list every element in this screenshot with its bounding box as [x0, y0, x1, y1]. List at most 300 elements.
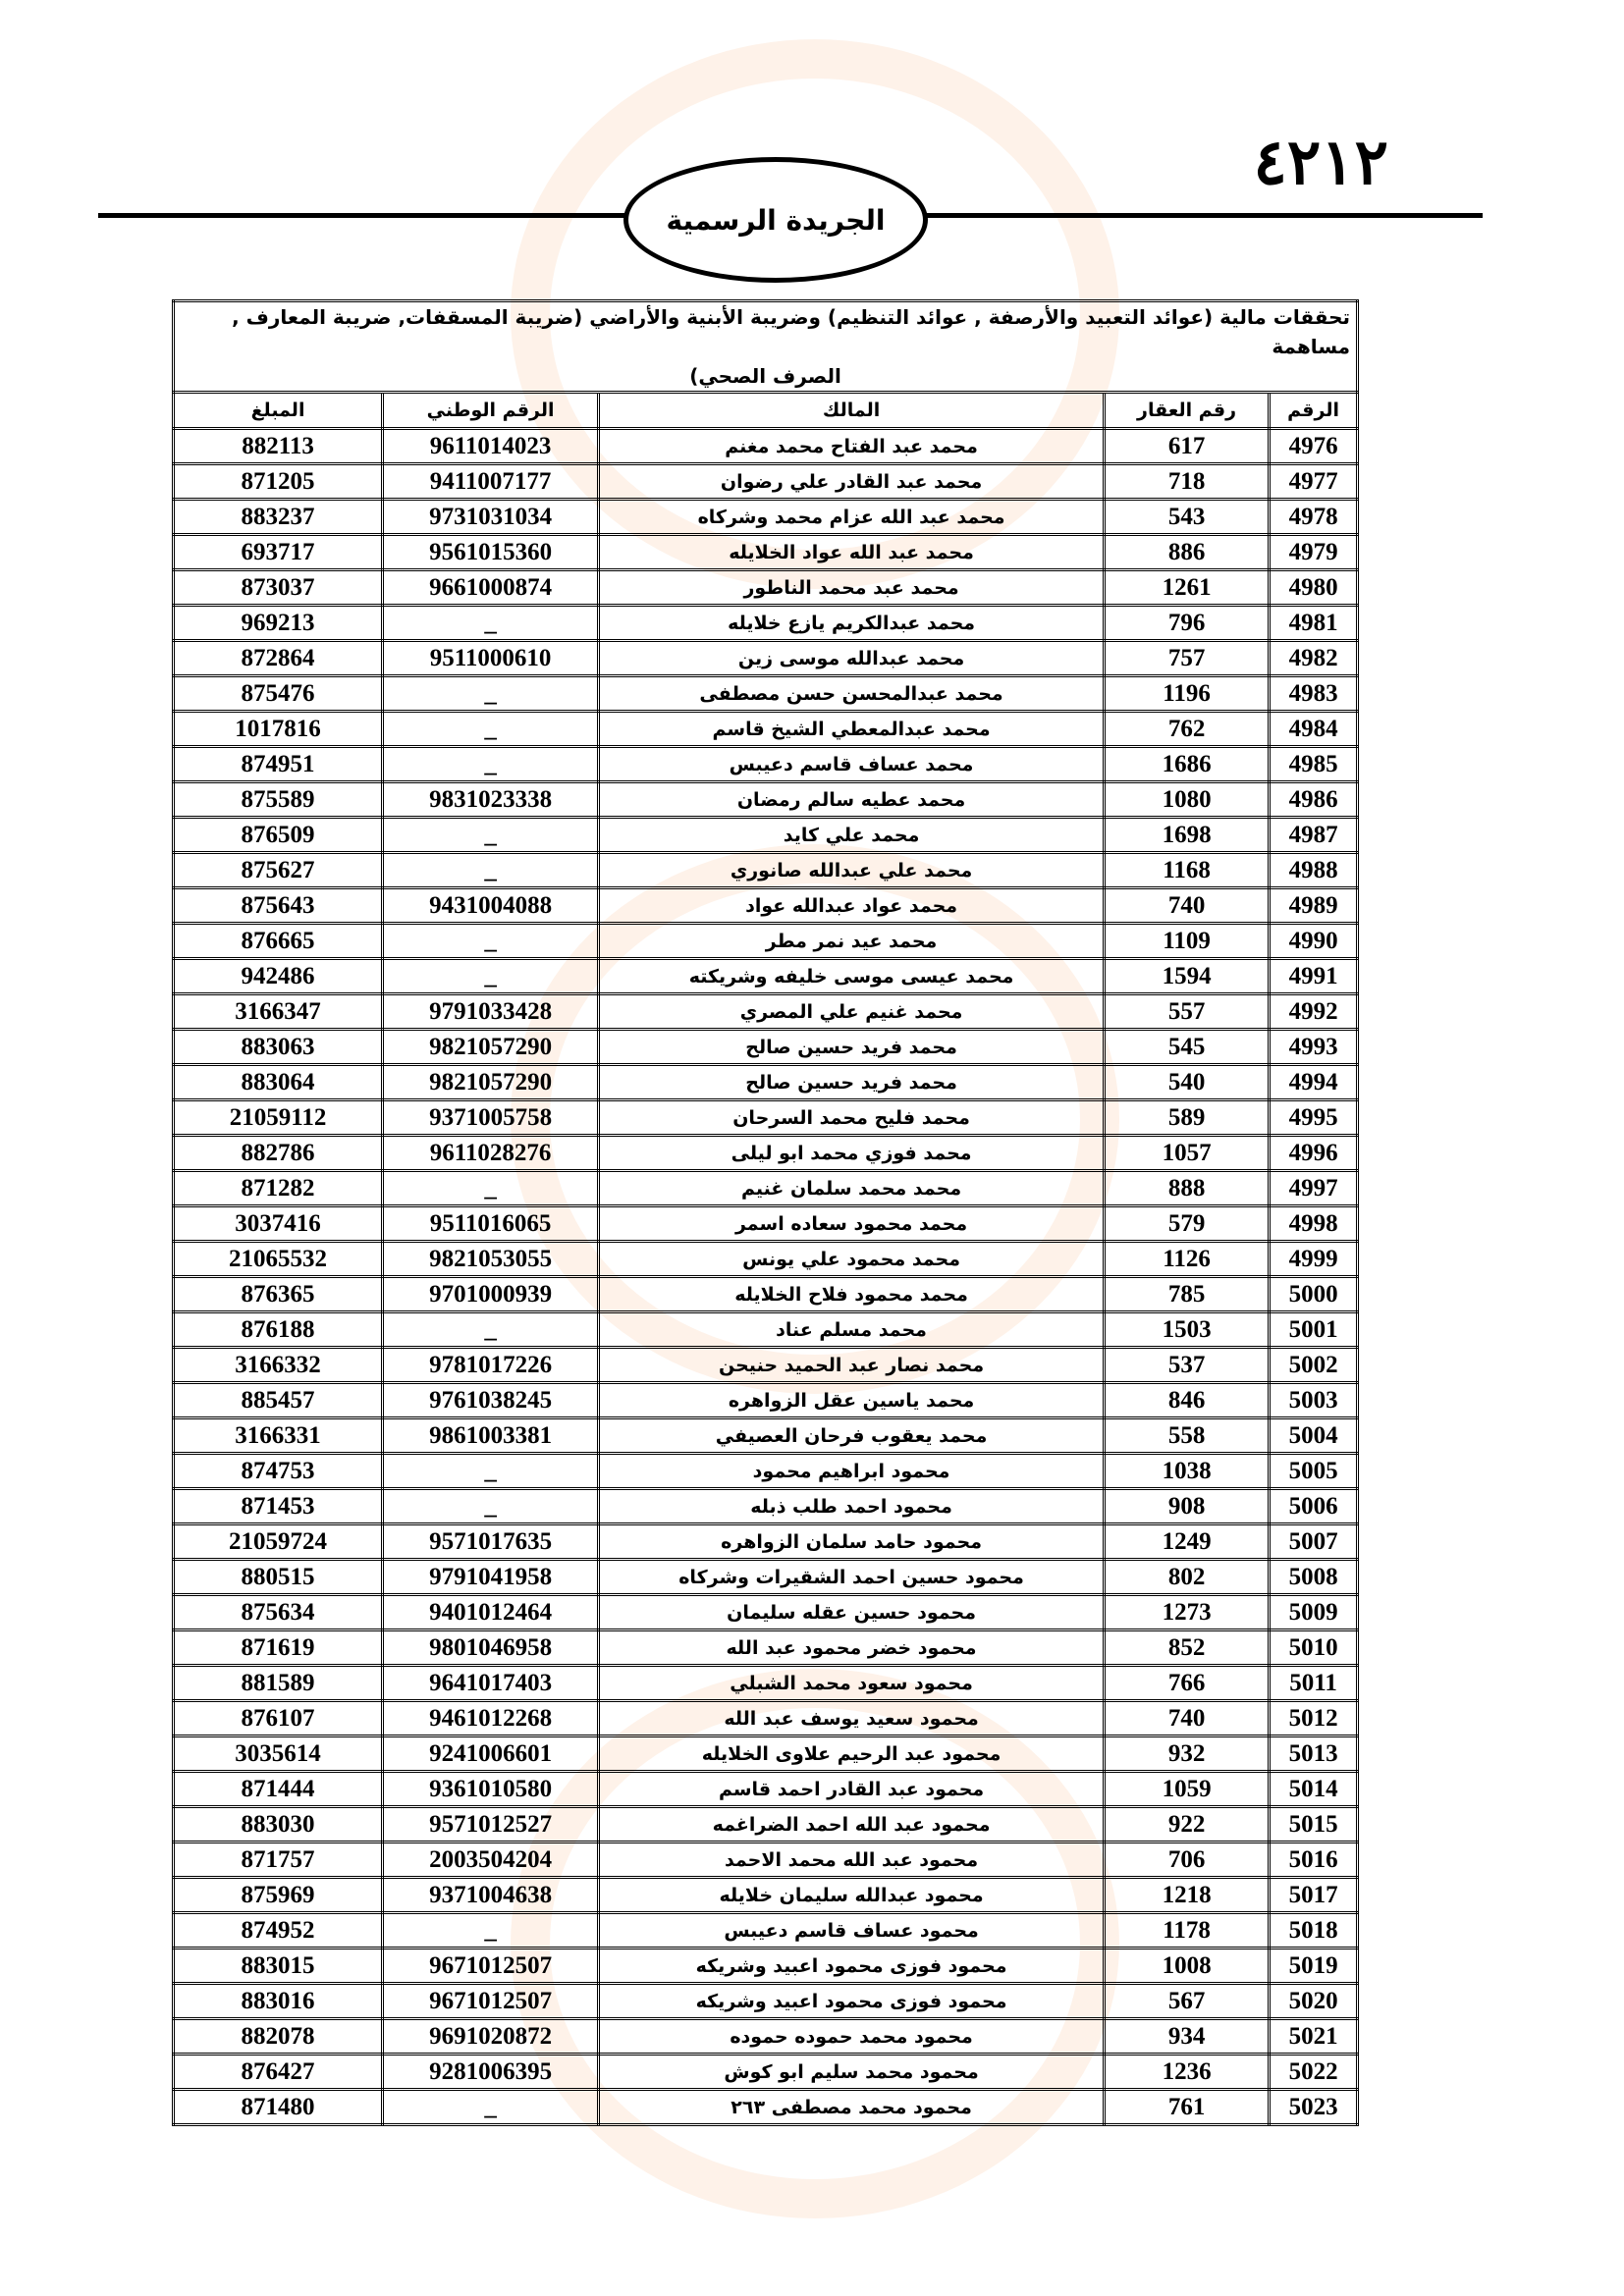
amount: 876365: [174, 1277, 383, 1312]
row-number: 4980: [1270, 570, 1358, 606]
national-id: 9511016065: [383, 1206, 599, 1242]
table-row: [174, 1489, 1358, 1524]
national-id: 9731031034: [383, 500, 599, 535]
owner-name: محمود عساف قاسم دعيبس: [599, 1913, 1105, 1949]
amount: 876188: [174, 1312, 383, 1348]
property-number: 1218: [1105, 1878, 1270, 1913]
property-number: 802: [1105, 1560, 1270, 1595]
row-number: 5017: [1270, 1878, 1358, 1913]
national-id: 9411007177: [383, 464, 599, 500]
property-number: 567: [1105, 1984, 1270, 2019]
national-id: 9781017226: [383, 1348, 599, 1383]
national-id: 9701000939: [383, 1277, 599, 1312]
table-row: [174, 782, 1358, 818]
property-number: 796: [1105, 606, 1270, 641]
row-number: 5010: [1270, 1630, 1358, 1666]
owner-name: محمد محمد سلمان غنيم: [599, 1171, 1105, 1206]
owner-name: محمد علي عبدالله صانوري: [599, 853, 1105, 888]
property-number: 617: [1105, 429, 1270, 464]
table-row: [174, 1242, 1358, 1277]
row-number: 4998: [1270, 1206, 1358, 1242]
national-id: _: [383, 712, 599, 747]
amount: 876509: [174, 818, 383, 853]
row-number: 5007: [1270, 1524, 1358, 1560]
national-id: 9401012464: [383, 1595, 599, 1630]
table-row: [174, 1277, 1358, 1312]
property-number: 846: [1105, 1383, 1270, 1418]
table-row: [174, 1454, 1358, 1489]
row-number: 5016: [1270, 1842, 1358, 1878]
table-row: [174, 994, 1358, 1030]
row-number: 5014: [1270, 1772, 1358, 1807]
national-id: 9571012527: [383, 1807, 599, 1842]
amount: 885457: [174, 1383, 383, 1418]
amount: 883063: [174, 1030, 383, 1065]
amount: 875627: [174, 853, 383, 888]
header-number: الرقم: [1270, 393, 1358, 429]
owner-name: محمد محمود سعاده اسمر: [599, 1206, 1105, 1242]
table-row: [174, 464, 1358, 500]
owner-name: محمود عبد الله محمد الاحمد: [599, 1842, 1105, 1878]
table-title-line1: تحققات مالية (عوائد التعبيد والأرصفة , عوائد التنظيم) وضريبة الأبنية والأراضي (ضريبة المسقفات, ضريبة المعارف , مساهمة: [232, 305, 1351, 358]
national-id: 9821057290: [383, 1065, 599, 1100]
owner-name: محمد عواد عبدالله عواد: [599, 888, 1105, 924]
amount: 21059112: [174, 1100, 383, 1136]
amount: 875969: [174, 1878, 383, 1913]
owner-name: محمود محمد حموده حموده: [599, 2019, 1105, 2055]
national-id: 9611014023: [383, 429, 599, 464]
amount: 1017816: [174, 712, 383, 747]
property-number: 922: [1105, 1807, 1270, 1842]
national-id: 9861003381: [383, 1418, 599, 1454]
owner-name: محمود حسين احمد الشقيرات وشركاه: [599, 1560, 1105, 1595]
row-number: 5000: [1270, 1277, 1358, 1312]
row-number: 5008: [1270, 1560, 1358, 1595]
amount: 883016: [174, 1984, 383, 2019]
property-number: 1126: [1105, 1242, 1270, 1277]
header-property: رقم العقار: [1105, 393, 1270, 429]
owner-name: محمد عبدالمعطي الشيخ قاسم: [599, 712, 1105, 747]
property-number: 1178: [1105, 1913, 1270, 1949]
header-national-id: الرقم الوطني: [383, 393, 599, 429]
national-id: _: [383, 1489, 599, 1524]
table-row: [174, 2019, 1358, 2055]
amount: 875634: [174, 1595, 383, 1630]
property-number: 1168: [1105, 853, 1270, 888]
owner-name: محمد عبدالكريم يازع خلايله: [599, 606, 1105, 641]
national-id: 2003504204: [383, 1842, 599, 1878]
row-number: 4982: [1270, 641, 1358, 676]
owner-name: محمد مسلم عناد: [599, 1312, 1105, 1348]
property-number: 888: [1105, 1171, 1270, 1206]
national-id: _: [383, 676, 599, 712]
property-number: 537: [1105, 1348, 1270, 1383]
table-title-line2: الصرف الصحي): [689, 364, 841, 388]
row-number: 5018: [1270, 1913, 1358, 1949]
property-number: 1038: [1105, 1454, 1270, 1489]
property-number: 1249: [1105, 1524, 1270, 1560]
national-id: 9561015360: [383, 535, 599, 570]
table-title: [174, 301, 1358, 393]
row-number: 4977: [1270, 464, 1358, 500]
owner-name: محمد عيسى موسى خليفه وشريكته: [599, 959, 1105, 994]
row-number: 4988: [1270, 853, 1358, 888]
property-number: 545: [1105, 1030, 1270, 1065]
header-row: [174, 393, 1358, 429]
header-amount: المبلغ: [174, 393, 383, 429]
amount: 882078: [174, 2019, 383, 2055]
table-row: [174, 818, 1358, 853]
owner-name: محمود فوزى محمود اعبيد وشريكه: [599, 1984, 1105, 2019]
owner-name: محمد عبد الله عواد الخلايله: [599, 535, 1105, 570]
table-row: [174, 1949, 1358, 1984]
table-row: [174, 2055, 1358, 2090]
table-row: [174, 641, 1358, 676]
property-number: 558: [1105, 1418, 1270, 1454]
owner-name: محمد عبدالله موسى زين: [599, 641, 1105, 676]
property-number: 543: [1105, 500, 1270, 535]
financial-dues-table: [172, 299, 1359, 2126]
national-id: 9641017403: [383, 1666, 599, 1701]
row-number: 5023: [1270, 2090, 1358, 2125]
table-row: [174, 1595, 1358, 1630]
property-number: 886: [1105, 535, 1270, 570]
table-row: [174, 747, 1358, 782]
national-id: 9661000874: [383, 570, 599, 606]
national-id: 9371005758: [383, 1100, 599, 1136]
row-number: 5003: [1270, 1383, 1358, 1418]
table-row: [174, 853, 1358, 888]
owner-name: محمد نصار عبد الحميد حنيحن: [599, 1348, 1105, 1383]
page-number: ٤٢١٢: [1253, 126, 1388, 199]
national-id: 9761038245: [383, 1383, 599, 1418]
row-number: 4983: [1270, 676, 1358, 712]
owner-name: محمد عبد محمد الناطور: [599, 570, 1105, 606]
amount: 871205: [174, 464, 383, 500]
owner-name: محمد غنيم علي المصري: [599, 994, 1105, 1030]
amount: 883064: [174, 1065, 383, 1100]
amount: 875643: [174, 888, 383, 924]
table-row: [174, 429, 1358, 464]
national-id: 9831023338: [383, 782, 599, 818]
owner-name: محمود سعيد يوسف عبد الله: [599, 1701, 1105, 1736]
national-id: _: [383, 818, 599, 853]
amount: 3035614: [174, 1736, 383, 1772]
amount: 3166331: [174, 1418, 383, 1454]
row-number: 4997: [1270, 1171, 1358, 1206]
table-row: [174, 1913, 1358, 1949]
owner-name: محمود محمد سليم ابو كوش: [599, 2055, 1105, 2090]
amount: 882786: [174, 1136, 383, 1171]
national-id: _: [383, 1171, 599, 1206]
property-number: 1057: [1105, 1136, 1270, 1171]
national-id: _: [383, 747, 599, 782]
table-row: [174, 888, 1358, 924]
table-row: [174, 1312, 1358, 1348]
owner-name: محمد فريد حسين صالح: [599, 1065, 1105, 1100]
table-row: [174, 1701, 1358, 1736]
row-number: 4987: [1270, 818, 1358, 853]
national-id: _: [383, 1454, 599, 1489]
property-number: 1594: [1105, 959, 1270, 994]
amount: 873037: [174, 570, 383, 606]
row-number: 5022: [1270, 2055, 1358, 2090]
national-id: 9371004638: [383, 1878, 599, 1913]
amount: 3037416: [174, 1206, 383, 1242]
row-number: 4992: [1270, 994, 1358, 1030]
row-number: 4989: [1270, 888, 1358, 924]
row-number: 4984: [1270, 712, 1358, 747]
owner-name: محمد عبد الفتاح محمد مغنم: [599, 429, 1105, 464]
header-owner: المالك: [599, 393, 1105, 429]
owner-name: محمد فوزي محمد ابو ليلى: [599, 1136, 1105, 1171]
amount: 871453: [174, 1489, 383, 1524]
amount: 875589: [174, 782, 383, 818]
property-number: 540: [1105, 1065, 1270, 1100]
owner-name: محمود محمد مصطفى ٢٦٣: [599, 2090, 1105, 2125]
amount: 693717: [174, 535, 383, 570]
property-number: 1503: [1105, 1312, 1270, 1348]
table-row: [174, 2090, 1358, 2125]
property-number: 1273: [1105, 1595, 1270, 1630]
national-id: 9791033428: [383, 994, 599, 1030]
property-number: 932: [1105, 1736, 1270, 1772]
row-number: 4991: [1270, 959, 1358, 994]
national-id: 9361010580: [383, 1772, 599, 1807]
row-number: 4996: [1270, 1136, 1358, 1171]
property-number: 740: [1105, 888, 1270, 924]
national-id: 9431004088: [383, 888, 599, 924]
amount: 871757: [174, 1842, 383, 1878]
table-row: [174, 1206, 1358, 1242]
table-row: [174, 959, 1358, 994]
row-number: 4999: [1270, 1242, 1358, 1277]
table-row: [174, 1878, 1358, 1913]
national-id: _: [383, 2090, 599, 2125]
property-number: 757: [1105, 641, 1270, 676]
national-id: 9821053055: [383, 1242, 599, 1277]
row-number: 4978: [1270, 500, 1358, 535]
property-number: 1686: [1105, 747, 1270, 782]
owner-name: محمود عبد الرحيم علاوى الخلايله: [599, 1736, 1105, 1772]
amount: 969213: [174, 606, 383, 641]
national-id: 9791041958: [383, 1560, 599, 1595]
national-id: 9801046958: [383, 1630, 599, 1666]
owner-name: محمد علي كايد: [599, 818, 1105, 853]
row-number: 4976: [1270, 429, 1358, 464]
table-row: [174, 712, 1358, 747]
table-row: [174, 1807, 1358, 1842]
national-id: 9461012268: [383, 1701, 599, 1736]
property-number: 557: [1105, 994, 1270, 1030]
row-number: 5015: [1270, 1807, 1358, 1842]
row-number: 4993: [1270, 1030, 1358, 1065]
property-number: 761: [1105, 2090, 1270, 2125]
row-number: 5020: [1270, 1984, 1358, 2019]
table-row: [174, 1171, 1358, 1206]
property-number: 718: [1105, 464, 1270, 500]
owner-name: محمد عساف قاسم دعيبس: [599, 747, 1105, 782]
amount: 875476: [174, 676, 383, 712]
table-row: [174, 1560, 1358, 1595]
table-row: [174, 924, 1358, 959]
owner-name: محمد محمود علي يونس: [599, 1242, 1105, 1277]
table-row: [174, 1524, 1358, 1560]
owner-name: محمد فليح محمد السرحان: [599, 1100, 1105, 1136]
amount: 874753: [174, 1454, 383, 1489]
owner-name: محمود عبد القادر احمد قاسم: [599, 1772, 1105, 1807]
property-number: 762: [1105, 712, 1270, 747]
table-row: [174, 1136, 1358, 1171]
table-row: [174, 1065, 1358, 1100]
amount: 883030: [174, 1807, 383, 1842]
amount: 871480: [174, 2090, 383, 2125]
table-row: [174, 500, 1358, 535]
owner-name: محمود احمد طلب ذبله: [599, 1489, 1105, 1524]
table-row: [174, 1984, 1358, 2019]
property-number: 766: [1105, 1666, 1270, 1701]
table-row: [174, 1842, 1358, 1878]
row-number: 4979: [1270, 535, 1358, 570]
table-row: [174, 1736, 1358, 1772]
table-row: [174, 1030, 1358, 1065]
owner-name: محمود عبد الله احمد الضراغمه: [599, 1807, 1105, 1842]
table-row: [174, 1666, 1358, 1701]
row-number: 5011: [1270, 1666, 1358, 1701]
amount: 871619: [174, 1630, 383, 1666]
national-id: 9571017635: [383, 1524, 599, 1560]
national-id: 9821057290: [383, 1030, 599, 1065]
national-id: 9671012507: [383, 1984, 599, 2019]
property-number: 1698: [1105, 818, 1270, 853]
row-number: 4995: [1270, 1100, 1358, 1136]
amount: 880515: [174, 1560, 383, 1595]
owner-name: محمود ابراهيم محمود: [599, 1454, 1105, 1489]
table-row: [174, 1383, 1358, 1418]
property-number: 1261: [1105, 570, 1270, 606]
owner-name: محمد عبدالمحسن حسن مصطفى: [599, 676, 1105, 712]
owner-name: محمود حامد سلمان الزواهره: [599, 1524, 1105, 1560]
amount: 881589: [174, 1666, 383, 1701]
masthead-oval: [623, 157, 928, 283]
row-number: 5012: [1270, 1701, 1358, 1736]
masthead-title: الجريدة الرسمية: [666, 203, 886, 237]
national-id: 9241006601: [383, 1736, 599, 1772]
national-id: _: [383, 1913, 599, 1949]
property-number: 740: [1105, 1701, 1270, 1736]
row-number: 4986: [1270, 782, 1358, 818]
table-row: [174, 535, 1358, 570]
row-number: 4985: [1270, 747, 1358, 782]
property-number: 934: [1105, 2019, 1270, 2055]
national-id: 9511000610: [383, 641, 599, 676]
owner-name: محمد يعقوب فرحان العصيفي: [599, 1418, 1105, 1454]
amount: 874951: [174, 747, 383, 782]
row-number: 4981: [1270, 606, 1358, 641]
property-number: 1109: [1105, 924, 1270, 959]
table-row: [174, 1772, 1358, 1807]
row-number: 5013: [1270, 1736, 1358, 1772]
amount: 3166332: [174, 1348, 383, 1383]
row-number: 5006: [1270, 1489, 1358, 1524]
property-number: 852: [1105, 1630, 1270, 1666]
amount: 872864: [174, 641, 383, 676]
table-row: [174, 676, 1358, 712]
row-number: 5002: [1270, 1348, 1358, 1383]
amount: 871282: [174, 1171, 383, 1206]
property-number: 785: [1105, 1277, 1270, 1312]
table-row: [174, 570, 1358, 606]
owner-name: محمود فوزى محمود اعبيد وشريكه: [599, 1949, 1105, 1984]
national-id: _: [383, 606, 599, 641]
row-number: 5009: [1270, 1595, 1358, 1630]
owner-name: محمود سعود محمد الشبلي: [599, 1666, 1105, 1701]
property-number: 1236: [1105, 2055, 1270, 2090]
row-number: 5021: [1270, 2019, 1358, 2055]
owner-name: محمد عبد القادر علي رضوان: [599, 464, 1105, 500]
amount: 882113: [174, 429, 383, 464]
national-id: _: [383, 853, 599, 888]
amount: 21059724: [174, 1524, 383, 1560]
owner-name: محمد محمود فلاح الخلايله: [599, 1277, 1105, 1312]
row-number: 4990: [1270, 924, 1358, 959]
owner-name: محمود خضر محمود عبد الله: [599, 1630, 1105, 1666]
national-id: 9611028276: [383, 1136, 599, 1171]
amount: 883237: [174, 500, 383, 535]
row-number: 5004: [1270, 1418, 1358, 1454]
row-number: 5001: [1270, 1312, 1358, 1348]
amount: 942486: [174, 959, 383, 994]
amount: 883015: [174, 1949, 383, 1984]
owner-name: محمد ياسين عقل الزواهره: [599, 1383, 1105, 1418]
national-id: 9691020872: [383, 2019, 599, 2055]
property-number: 579: [1105, 1206, 1270, 1242]
amount: 876665: [174, 924, 383, 959]
table-row: [174, 606, 1358, 641]
property-number: 706: [1105, 1842, 1270, 1878]
table-row: [174, 1418, 1358, 1454]
amount: 874952: [174, 1913, 383, 1949]
amount: 21065532: [174, 1242, 383, 1277]
amount: 871444: [174, 1772, 383, 1807]
amount: 876107: [174, 1701, 383, 1736]
property-number: 1080: [1105, 782, 1270, 818]
owner-name: محمد فريد حسين صالح: [599, 1030, 1105, 1065]
national-id: 9671012507: [383, 1949, 599, 1984]
owner-name: محمود عبدالله سليمان خلايله: [599, 1878, 1105, 1913]
national-id: _: [383, 924, 599, 959]
owner-name: محمود حسين عقله سليمان: [599, 1595, 1105, 1630]
table-row: [174, 1100, 1358, 1136]
property-number: 1196: [1105, 676, 1270, 712]
property-number: 908: [1105, 1489, 1270, 1524]
amount: 3166347: [174, 994, 383, 1030]
owner-name: محمد عطيه سالم رمضان: [599, 782, 1105, 818]
owner-name: محمد عيد نمر مطر: [599, 924, 1105, 959]
row-number: 4994: [1270, 1065, 1358, 1100]
national-id: _: [383, 959, 599, 994]
national-id: _: [383, 1312, 599, 1348]
property-number: 1059: [1105, 1772, 1270, 1807]
property-number: 589: [1105, 1100, 1270, 1136]
owner-name: محمد عبد الله عزام محمد وشركاه: [599, 500, 1105, 535]
amount: 876427: [174, 2055, 383, 2090]
national-id: 9281006395: [383, 2055, 599, 2090]
table-row: [174, 1630, 1358, 1666]
property-number: 1008: [1105, 1949, 1270, 1984]
row-number: 5005: [1270, 1454, 1358, 1489]
table-row: [174, 1348, 1358, 1383]
